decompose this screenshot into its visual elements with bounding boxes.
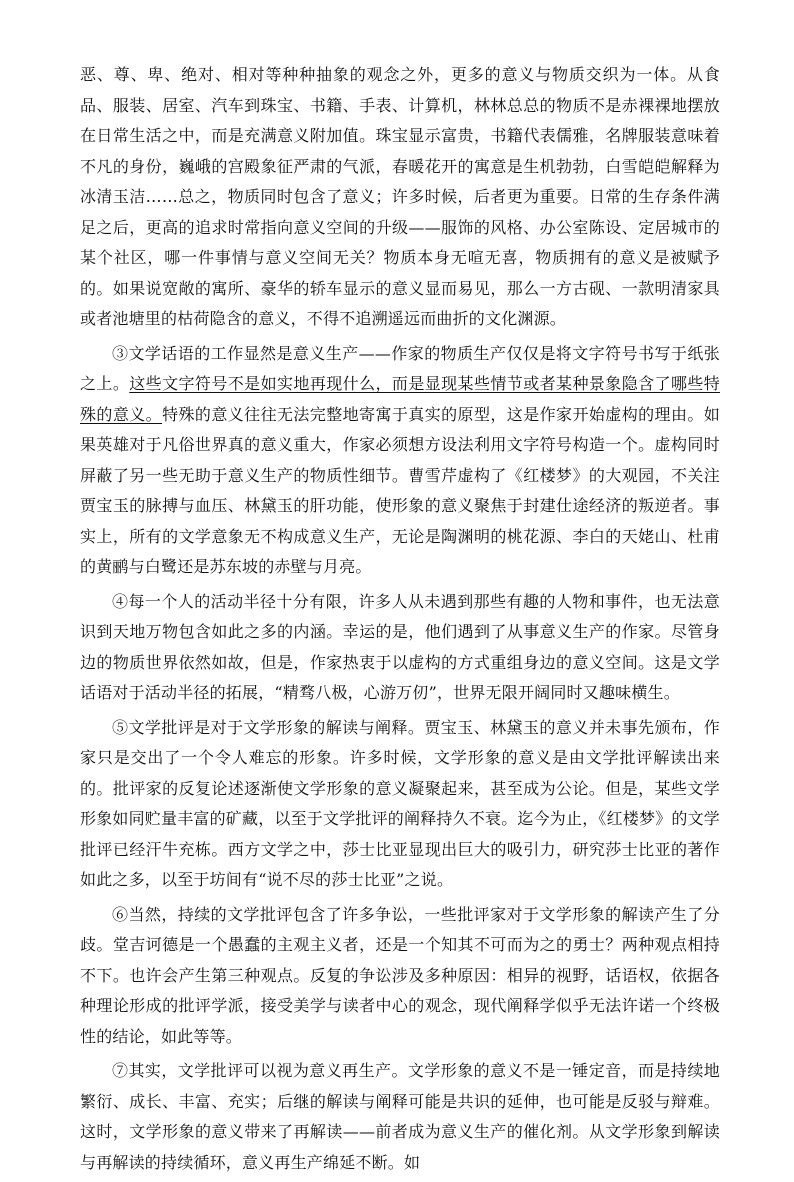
- paragraph-5: ⑤文学批评是对于文学形象的解读与阐释。贾宝玉、林黛玉的意义并未事先颁布，作家只是交出了一个令人难忘的形象。许多时候，文学形象的意义是由文学批评解读出来的。批评家的反复论述逐渐使文学形象的意义凝聚起来，甚至成为公论。但是，某些文学形象如同贮量丰富的矿藏，以至于文学批评的阐释持久不衰。迄今为止，《红楼梦》的文学批评已经汗牛充栋。西方文学之中，莎士比亚显现出巨大的吸引力，研究莎士比亚的著作如此之多，以至于坊间有“说不尽的莎士比亚”之说。: [80, 717, 721, 889]
- paragraph-4: ④每一个人的活动半径十分有限，许多人从未遇到那些有趣的人物和事件，也无法意识到天地万物包含如此之多的内涵。幸运的是，他们遇到了从事意义生产的作家。尽管身边的物质世界依然如故，但是，作家热衷于以虚构的方式重组身边的意义空间。这是文学话语对于活动半径的拓展，“精骛八极，心游万仞”，世界无限开阔同时又趣味横生。: [80, 591, 720, 702]
- paragraph-7: ⑦其实，文学批评可以视为意义再生产。文学形象的意义不是一锤定音，而是持续地繁衍、成长、丰富、充实；后继的解读与阐释可能是共识的延伸，也可能是反驳与辩难。这时，文学形象的意义带来了再解读——前者成为意义生产的催化剂。从文学形象到解读与再解读的持续循环，意义再生产绵延不断。如: [80, 1061, 720, 1172]
- paragraph-3-part-a: ③文学话语的工作显然是意义生产——作家的物质生产仅仅是将文字符号书写于纸张之上。: [80, 343, 720, 393]
- paragraph-6: ⑥当然，持续的文学批评包含了许多争讼，一些批评家对于文学形象的解读产生了分歧。堂吉诃德是一个愚蠢的主观主义者，还是一个知其不可而为之的勇士？两种观点相持不下。也许会产生第三种观点。反复的争讼涉及多种原因：相异的视野，话语权，依据各种理论形成的批评学派，接受美学与读者中心的观念，现代阐释学似乎无法许诺一个终极性的结论，如此等等。: [80, 904, 720, 1046]
- paragraph-3: [80, 339, 720, 583]
- paragraph-2-continuation: 恶、尊、卑、绝对、相对等种种抽象的观念之外，更多的意义与物质交织为一体。从食品、服装、居室、汽车到珠宝、书籍、手表、计算机，林林总总的物质不是赤裸裸地摆放在日常生活之中，而是充满意义附加值。珠宝显示富贵，书籍代表儒雅，名牌服装意味着不凡的身份，巍峨的宫殿象征严肃的气派，春暖花开的寓意是生机勃勃，白雪皑皑解释为冰清玉洁……总之，物质同时包含了意义；许多时候，后者更为重要。日常的生存条件满足之后，更高的追求时常指向意义空间的升级——服饰的风格、办公室陈设、定居城市的某个社区，哪一件事情与意义空间无关？物质本身无喧无喜，物质拥有的意义是被赋予的。如果说宽敞的寓所、豪华的轿车显示的意义显而易见，那么一方古砚、一款明清家具或者池塘里的枯荷隐含的意义，不得不追溯遥远而曲折的文化渊源。: [80, 65, 720, 328]
- underlined-sentence: 这些文字符号不是如实地再现什么，而是显现某些情节或者某种景象隐含了哪些特殊的意义。: [80, 374, 720, 424]
- paragraph-3-part-c: 特殊的意义往往无法完整地寄寓于真实的原型，这是作家开始虚构的理由。如果英雄对于凡俗世界真的意义重大，作家必须想方设法利用文字符号构造一个。虚构同时屏蔽了另一些无助于意义生产的物质性细节。曹雪芹虚构了《红楼梦》的大观园，不关注贾宝玉的脉搏与血压、林黛玉的肝功能，使形象的意义聚焦于封建仕途经济的叛逆者。事实上，所有的文学意象无不构成意义生产，无论是陶渊明的桃花源、李白的天姥山、杜甫的黄鹂与白鹭还是苏东坡的赤壁与月亮。: [80, 404, 720, 576]
- document-page: [80, 60, 720, 1182]
